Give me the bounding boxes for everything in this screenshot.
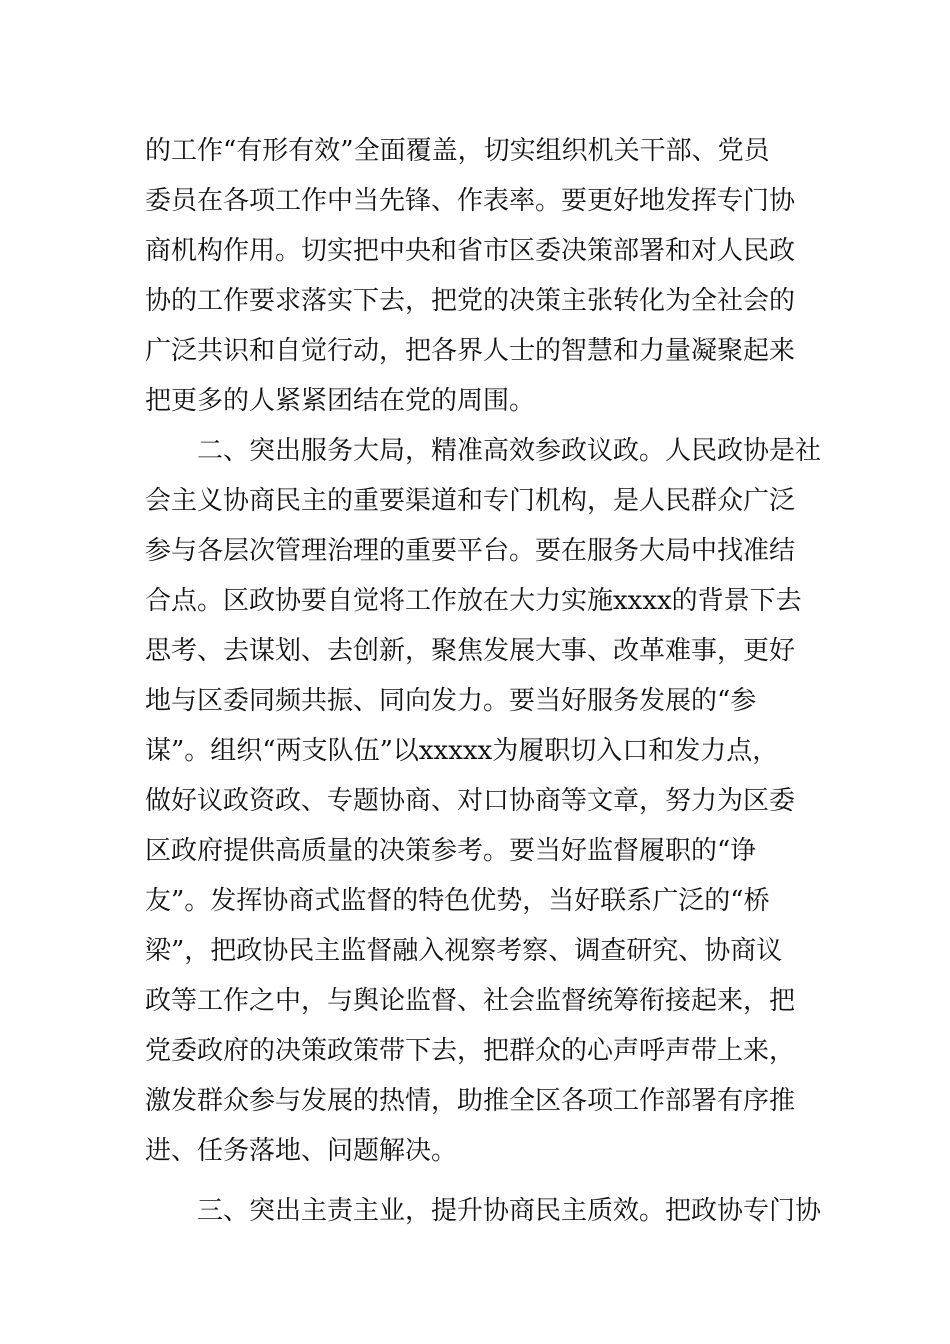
text-line: 做好议政资政、专题协商、对口协商等文章，努力为区委 xyxy=(145,786,796,816)
text-line: 梁”，把政协民主监督融入视察考察、调查研究、协商议 xyxy=(145,936,783,966)
text-line: 激发群众参与发展的热情，助推全区各项工作部署有序推 xyxy=(145,1086,796,1116)
text-line: 合点。区政协要自觉将工作放在大力实施xxxx的背景下去 xyxy=(145,586,802,616)
text-line: 广泛共识和自觉行动，把各界人士的智慧和力量凝聚起来 xyxy=(145,336,796,366)
text-line: 政等工作之中，与舆论监督、社会监督统筹衔接起来，把 xyxy=(145,986,796,1016)
text-line: 委员在各项工作中当先锋、作表率。要更好地发挥专门协 xyxy=(145,186,796,216)
text-line: 党委政府的决策政策带下去，把群众的心声呼声带上来， xyxy=(145,1036,796,1066)
text-line: 把更多的人紧紧团结在党的周围。 xyxy=(145,386,536,416)
paragraph-start-line: 三、突出主责主业，提升协商民主质效。把政协专门协 xyxy=(145,1196,822,1226)
text-line: 地与区委同频共振、同向发力。要当好服务发展的“参 xyxy=(145,686,757,716)
text-line: 会主义协商民主的重要渠道和专门机构，是人民群众广泛 xyxy=(145,486,796,516)
text-line: 的工作“有形有效”全面覆盖，切实组织机关干部、党员 xyxy=(145,136,770,166)
text-line: 思考、去谋划、去创新，聚焦发展大事、改革难事，更好 xyxy=(145,636,796,666)
text-line: 协的工作要求落实下去，把党的决策主张转化为全社会的 xyxy=(145,286,796,316)
text-line: 商机构作用。切实把中央和省市区委决策部署和对人民政 xyxy=(145,236,796,266)
paragraph-start-line: 二、突出服务大局，精准高效参政议政。人民政协是社 xyxy=(145,436,822,466)
body-text xyxy=(145,126,825,1236)
text-line: 友”。发挥协商式监督的特色优势，当好联系广泛的“桥 xyxy=(145,886,770,916)
text-line: 进、任务落地、问题解决。 xyxy=(145,1136,458,1166)
text-line: 参与各层次管理治理的重要平台。要在服务大局中找准结 xyxy=(145,536,796,566)
text-line: 谋”。组织“两支队伍”以xxxxx为履职切入口和发力点， xyxy=(145,736,779,766)
text-line: 区政府提供高质量的决策参考。要当好监督履职的“诤 xyxy=(145,836,757,866)
paragraph-gap xyxy=(145,1176,825,1186)
